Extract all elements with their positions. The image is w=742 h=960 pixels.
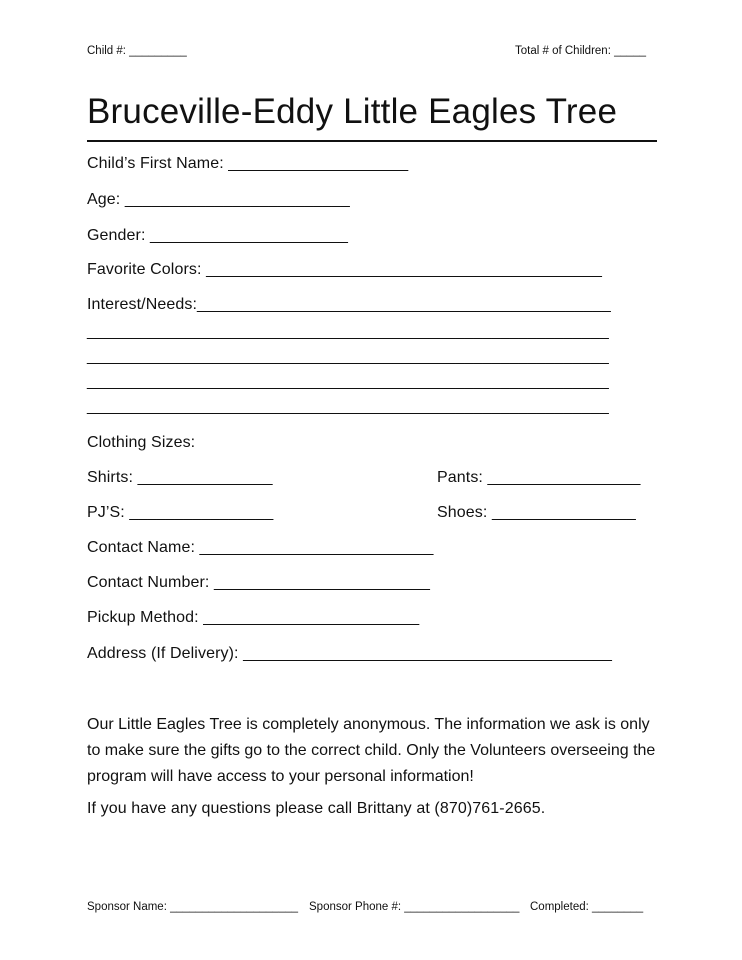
- pants-field: Pants: _________________: [437, 469, 641, 486]
- interest-blank-line: __________________________________________________________: [87, 348, 609, 365]
- age-field: Age: _________________________: [87, 191, 350, 208]
- gender-field: Gender: ______________________: [87, 227, 349, 244]
- anonymity-notice: Our Little Eagles Tree is completely anonymous. The information we ask is only to make sure the gifts go to the correct child. Only the Volunteers overseeing the program will have access to your personal information!: [87, 716, 656, 785]
- interest-blank-line: __________________________________________________________: [87, 373, 609, 390]
- contact-name-field: Contact Name: __________________________: [87, 539, 434, 556]
- shoes-field: Shoes: ________________: [437, 504, 636, 521]
- pjs-field: PJ’S: ________________: [87, 504, 274, 521]
- sponsor-name-field: Sponsor Name: ____________________: [87, 901, 299, 913]
- child-number-field: Child #: _________: [87, 45, 187, 57]
- shirts-field: Shirts: _______________: [87, 469, 273, 486]
- clothing-sizes-heading: Clothing Sizes:: [87, 434, 196, 451]
- sponsor-phone-field: Sponsor Phone #: __________________: [309, 901, 520, 913]
- completed-field: Completed: ________: [530, 901, 644, 913]
- favorite-colors-field: Favorite Colors: ____________________________________________: [87, 261, 602, 278]
- interest-needs-field: Interest/Needs:______________________________________________: [87, 296, 611, 313]
- questions-contact-note: If you have any questions please call Brittany at (870)761-2665.: [87, 800, 546, 817]
- title-divider: [87, 140, 657, 142]
- first-name-field: Child’s First Name: ____________________: [87, 155, 409, 172]
- interest-blank-line: __________________________________________________________: [87, 398, 609, 415]
- pickup-method-field: Pickup Method: ________________________: [87, 609, 420, 626]
- interest-blank-line: __________________________________________________________: [87, 323, 609, 340]
- total-children-field: Total # of Children: _____: [515, 45, 647, 57]
- page-title: Bruceville-Eddy Little Eagles Tree: [87, 92, 618, 131]
- contact-number-field: Contact Number: ________________________: [87, 574, 430, 591]
- address-field: Address (If Delivery): _________________________________________: [87, 645, 613, 662]
